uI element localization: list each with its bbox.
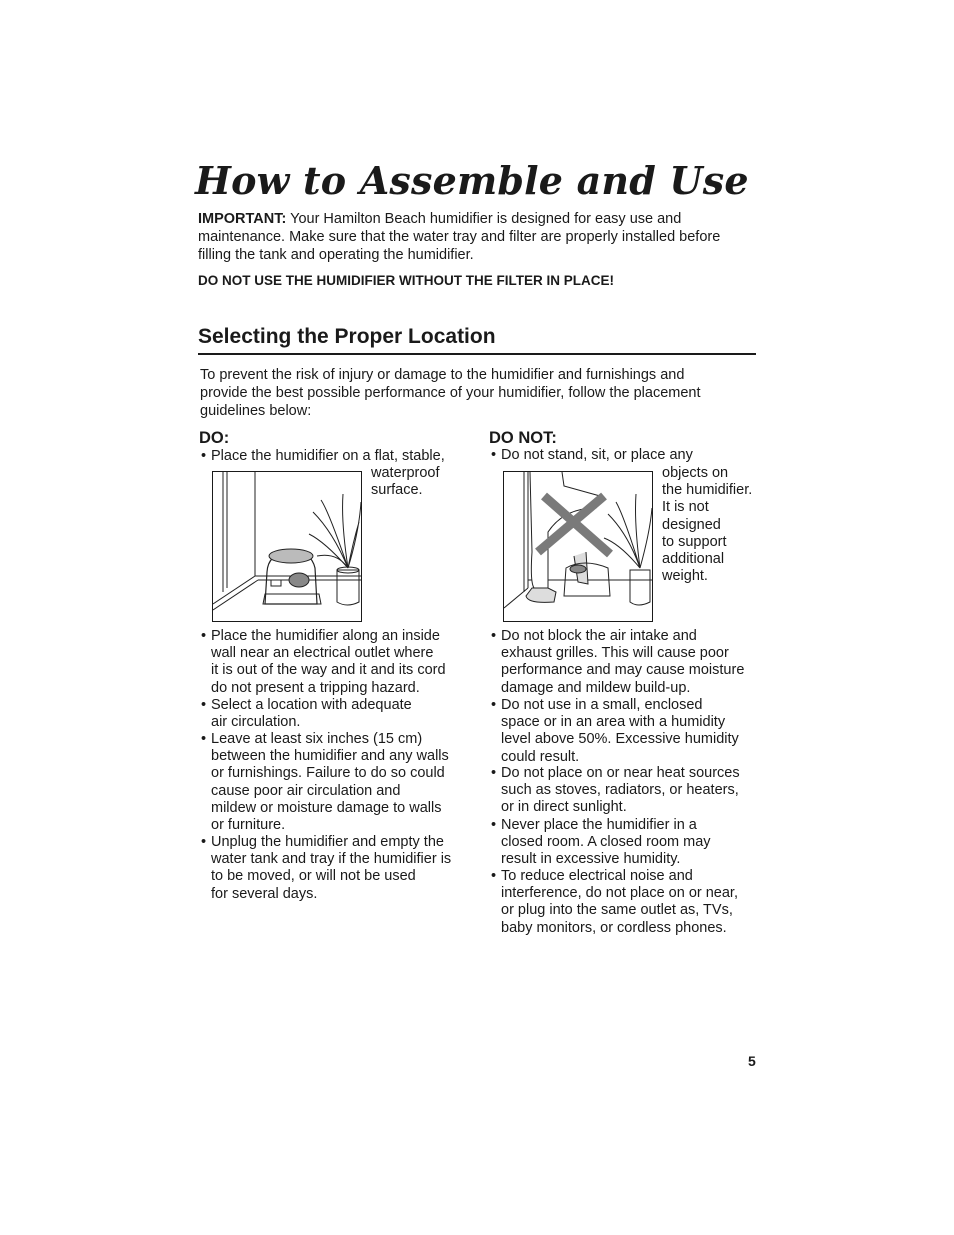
- do-not-item-6: • To reduce electrical noise and interference, do not place on or near, or plug into the same outlet as, TVs, baby monitors, or cordless phones.: [491, 868, 738, 936]
- intro-line: guidelines below:: [200, 403, 312, 419]
- do-item-5: • Unplug the humidifier and empty the water tank and tray if the humidifier is to be moved, or will not be used for several days.: [201, 834, 452, 902]
- bullet-icon: •: [201, 697, 207, 713]
- bullet-icon: •: [491, 868, 497, 884]
- do-heading: DO:: [199, 429, 230, 447]
- bullet-icon: •: [491, 697, 497, 713]
- important-label: IMPORTANT:: [198, 211, 287, 227]
- do-item-1: • Place the humidifier on a flat, stable,: [201, 448, 445, 464]
- do-not-item-3: • Do not use in a small, enclosed space or in an area with a humidity level above 50%. Excessive humidity could result.: [491, 697, 739, 765]
- bullet-icon: •: [491, 628, 497, 644]
- do-item-3: • Select a location with adequate air circulation.: [201, 697, 412, 731]
- humidifier-placement-illustration: [212, 471, 362, 622]
- bullet-icon: •: [201, 834, 207, 850]
- do-not-item-4: • Do not place on or near heat sources such as stoves, radiators, or heaters, or in direct sunlight.: [491, 765, 740, 816]
- bullet-icon: •: [201, 731, 207, 747]
- bullet-icon: •: [491, 765, 497, 781]
- section-divider: [198, 353, 756, 355]
- do-item-1-continued: waterproof surface.: [371, 465, 440, 499]
- do-not-stand-illustration: [503, 471, 653, 622]
- page-title: How to Assemble and Use: [195, 158, 749, 203]
- do-not-item-1: • Do not stand, sit, or place any: [491, 447, 693, 463]
- do-not-heading: DO NOT:: [489, 429, 557, 447]
- bullet-icon: •: [201, 448, 207, 464]
- important-line-3: filling the tank and operating the humidifier.: [198, 247, 474, 263]
- do-not-item-5: • Never place the humidifier in a closed room. A closed room may result in excessive humidity.: [491, 817, 711, 868]
- section-intro: [200, 366, 756, 420]
- bullet-icon: •: [201, 628, 207, 644]
- important-line-1: Your Hamilton Beach humidifier is designed for easy use and: [286, 211, 682, 227]
- do-item-2: • Place the humidifier along an inside wall near an electrical outlet where it is out of the way and it and its cord do not present a tripping hazard.: [201, 628, 446, 696]
- do-not-item-1-continued: objects on the humidifier. It is not designed to support additional weight.: [662, 465, 753, 585]
- important-line-2: maintenance. Make sure that the water tray and filter are properly installed before: [198, 229, 721, 245]
- filter-warning: DO NOT USE THE HUMIDIFIER WITHOUT THE FILTER IN PLACE!: [198, 273, 614, 288]
- page-number: 5: [748, 1053, 756, 1069]
- do-not-item-2: • Do not block the air intake and exhaust grilles. This will cause poor performance and may cause moisture damage and mildew build-up.: [491, 628, 745, 696]
- important-notice: [198, 210, 758, 264]
- section-heading: Selecting the Proper Location: [198, 325, 496, 348]
- bullet-icon: •: [491, 447, 497, 463]
- intro-line: provide the best possible performance of your humidifier, follow the placement: [200, 385, 701, 401]
- intro-line: To prevent the risk of injury or damage to the humidifier and furnishings and: [200, 367, 685, 383]
- do-item-4: • Leave at least six inches (15 cm) between the humidifier and any walls or furnishings. Failure to do so could cause poor air circulation and mildew or moisture damage to walls or furniture.: [201, 731, 449, 834]
- bullet-icon: •: [491, 817, 497, 833]
